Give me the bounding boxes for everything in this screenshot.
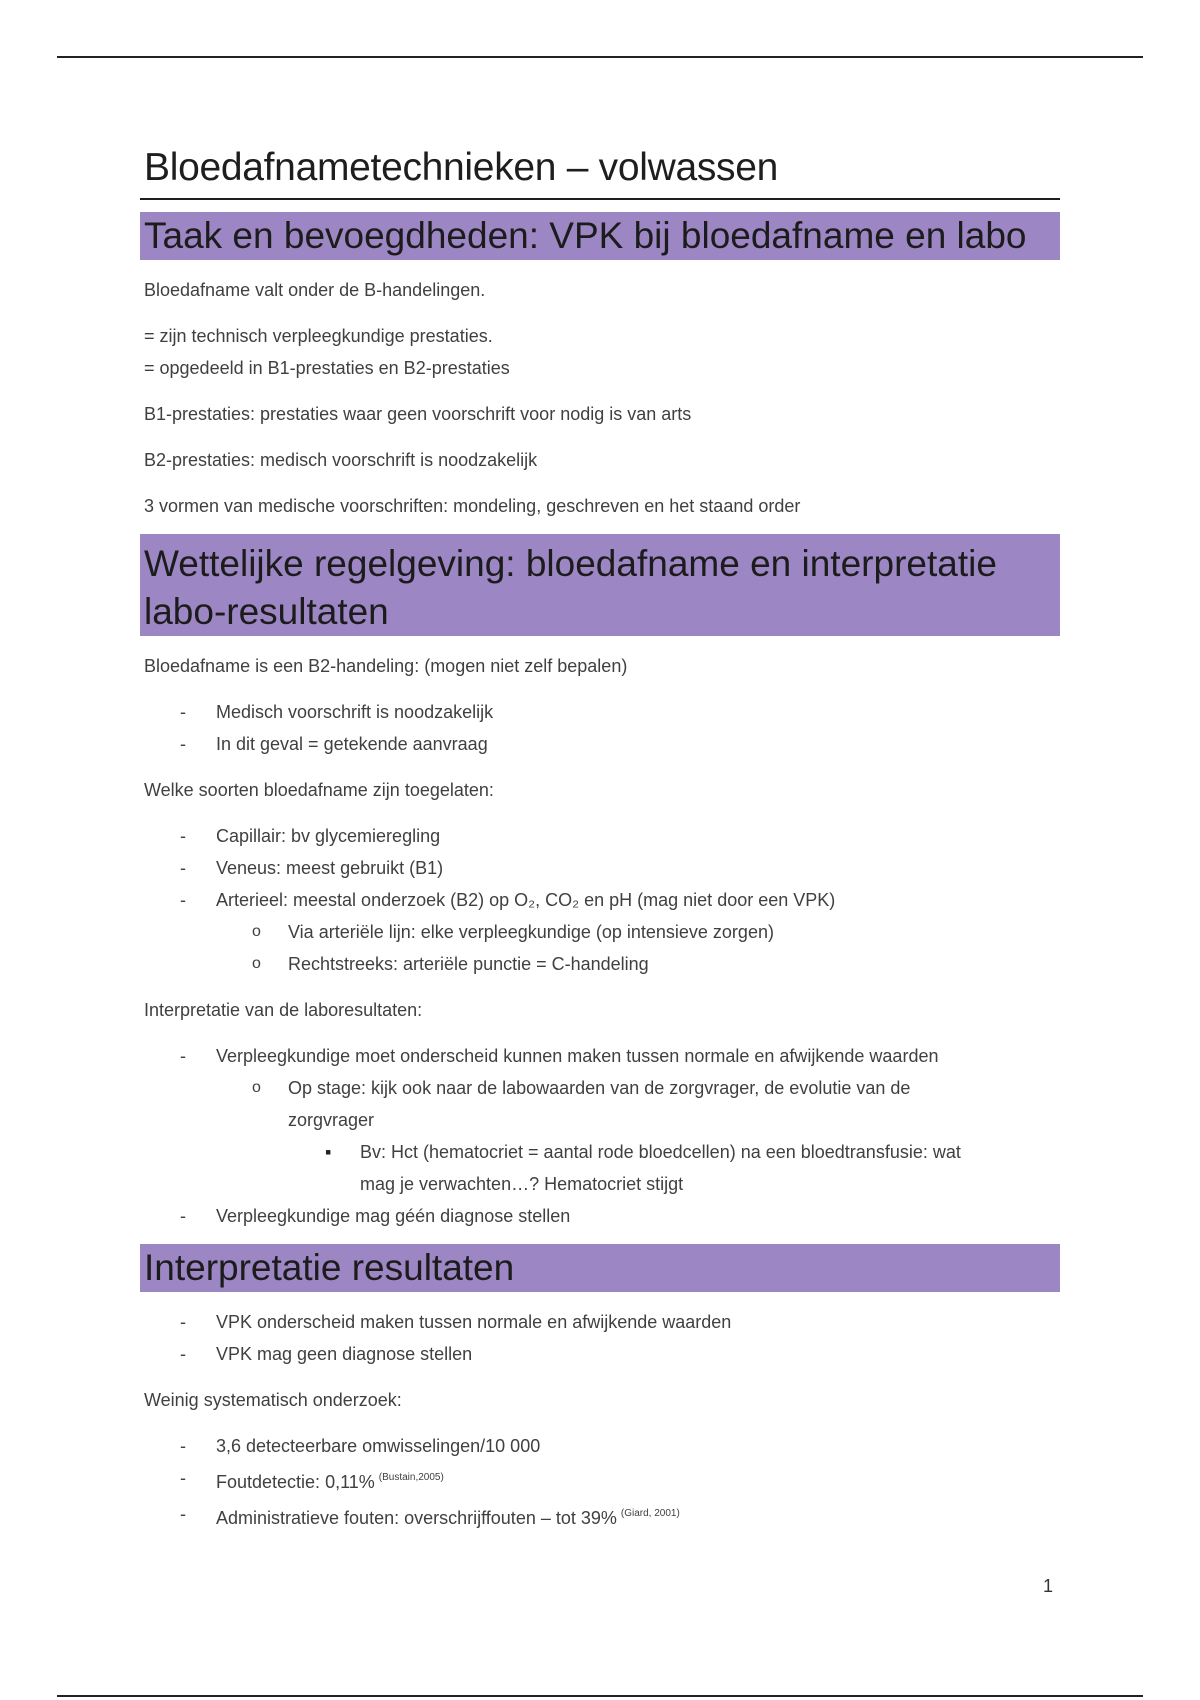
list-item: [140, 1498, 1060, 1534]
text-line: mag je verwachten…? Hematocriet stijgt: [360, 1174, 684, 1194]
citation: (Bustain,2005): [378, 1472, 444, 1483]
text-line: ▪ Bv: Hct (hematocriet = aantal rode bloedcellen) na een bloedtransfusie: wat: [360, 1142, 961, 1162]
list-subitem: o Via arteriële lijn: elke verpleegkundige (op intensieve zorgen): [140, 916, 1060, 948]
paragraph: Bloedafname is een B2-handeling: (mogen niet zelf bepalen): [144, 656, 628, 676]
paragraph: 3 vormen van medische voorschriften: mondeling, geschreven en het staand order: [144, 496, 801, 516]
list-subitem: [140, 1072, 1060, 1136]
text-line: o Op stage: kijk ook naar de labowaarden van de zorgvrager, de evolutie van de: [288, 1078, 911, 1098]
paragraph: B2-prestaties: medisch voorschrift is noodzakelijk: [144, 450, 538, 470]
bullet-list: [140, 1430, 1060, 1534]
item-text: Administratieve fouten: overschrijffouten – tot 39%: [216, 1508, 617, 1528]
list-item: - VPK onderscheid maken tussen normale en afwijkende waarden: [140, 1306, 1060, 1338]
page-number: 1: [1043, 1576, 1054, 1596]
item-text: Foutdetectie: 0,11%: [216, 1472, 375, 1492]
heading-line: Wettelijke regelgeving: bloedafname en interpretatie: [144, 543, 997, 584]
text-line: zorgvrager: [288, 1110, 375, 1130]
paragraph: Interpretatie van de laboresultaten:: [144, 1000, 423, 1020]
heading-line: labo-resultaten: [144, 591, 389, 632]
list-item: - Veneus: meest gebruikt (B1): [140, 852, 1060, 884]
list-item: - 3,6 detecteerbare omwisselingen/10 000: [140, 1430, 1060, 1462]
section-heading-interpretatie: Interpretatie resultaten: [140, 1244, 1060, 1292]
list-subsubitem: [140, 1136, 1060, 1200]
paragraph: = zijn technisch verpleegkundige prestaties.: [144, 326, 493, 346]
bullet-list: [140, 696, 1060, 760]
top-rule: [57, 56, 1143, 58]
document-title: Bloedafnametechnieken – volwassen: [140, 146, 1060, 200]
list-subitem: o Rechtstreeks: arteriële punctie = C-handeling: [140, 948, 1060, 980]
list-item: - Verpleegkundige moet onderscheid kunnen maken tussen normale en afwijkende waarden: [140, 1040, 1060, 1072]
citation: (Giard, 2001): [620, 1508, 680, 1519]
list-item: - VPK mag geen diagnose stellen: [140, 1338, 1060, 1370]
paragraph: Welke soorten bloedafname zijn toegelaten:: [144, 780, 494, 800]
paragraph: Bloedafname valt onder de B-handelingen.: [144, 280, 486, 300]
paragraph: Weinig systematisch onderzoek:: [144, 1390, 402, 1410]
paragraph: B1-prestaties: prestaties waar geen voorschrift voor nodig is van arts: [144, 404, 692, 424]
list-item: - Capillair: bv glycemieregling: [140, 820, 1060, 852]
paragraph: = opgedeeld in B1-prestaties en B2-prestaties: [144, 358, 510, 378]
section-heading-wettelijke: [140, 534, 1060, 636]
bullet-list: [140, 1306, 1060, 1370]
list-item: [140, 1462, 1060, 1498]
bullet-list: [140, 820, 1060, 980]
list-item: - Medisch voorschrift is noodzakelijk: [140, 696, 1060, 728]
list-item: - Verpleegkundige mag géén diagnose stellen: [140, 1200, 1060, 1232]
document-page: [140, 146, 1060, 1534]
bottom-rule: [57, 1695, 1143, 1697]
bullet-list: [140, 1040, 1060, 1232]
list-item: - In dit geval = getekende aanvraag: [140, 728, 1060, 760]
section-heading-taak: Taak en bevoegdheden: VPK bij bloedafname en labo: [140, 212, 1060, 260]
list-item: - Arterieel: meestal onderzoek (B2) op O₂, CO₂ en pH (mag niet door een VPK): [140, 884, 1060, 916]
